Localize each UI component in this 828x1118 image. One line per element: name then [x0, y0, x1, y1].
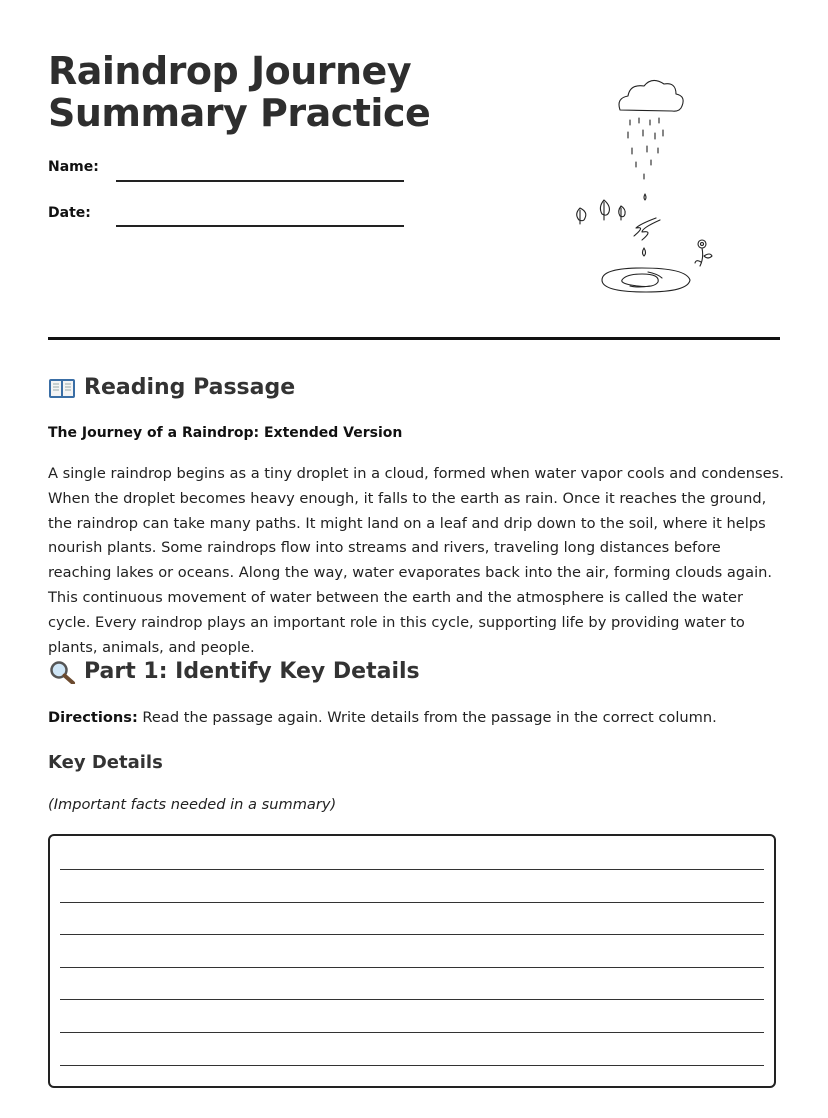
directions-label: Directions:: [48, 709, 138, 726]
header-divider: [48, 337, 780, 340]
water-cycle-illustration: [518, 58, 768, 318]
puddle-icon: [602, 268, 690, 292]
directions: [48, 709, 717, 726]
name-label: Name:: [48, 159, 99, 175]
answer-line[interactable]: [60, 1065, 764, 1066]
reading-passage-heading: [48, 375, 295, 400]
answer-line[interactable]: [60, 902, 764, 903]
passage-text: A single raindrop begins as a tiny droplet in a cloud, formed when water vapor cools and condenses. When the droplet becomes heavy enough, it falls to the earth as rain. Once it reaches the ground, the raindrop can take many paths. It might land on a leaf and drip down to the soil, where it helps nourish plants. Some raindrops flow into streams and rivers, traveling long distances before reaching lakes or oceans. Along the way, water evaporates back into the air, forming clouds again. This continuous movement of water between the earth and the atmosphere is called the water cycle. Every raindrop plays an important role in this cycle, supporting life by providing water to plants, animals, and people.: [48, 465, 784, 656]
part1-heading-text: Part 1: Identify Key Details: [84, 659, 420, 684]
answer-line[interactable]: [60, 967, 764, 968]
date-field[interactable]: [116, 225, 404, 227]
trees-icon: [577, 200, 625, 224]
title-line-2: Summary Practice: [48, 91, 431, 135]
cloud-icon: [619, 80, 683, 111]
passage-title: The Journey of a Raindrop: Extended Version: [48, 425, 403, 441]
directions-text: Read the passage again. Write details from the passage in the correct column.: [137, 709, 717, 726]
key-details-heading: Key Details: [48, 752, 163, 773]
reading-passage-heading-text: Reading Passage: [84, 375, 296, 400]
worksheet-title: [48, 50, 430, 134]
magnifying-glass-icon: [48, 660, 76, 684]
name-field[interactable]: [116, 180, 404, 182]
answer-line[interactable]: [60, 1032, 764, 1033]
key-details-note: (Important facts needed in a summary): [48, 796, 337, 813]
answer-line[interactable]: [60, 934, 764, 935]
flower-icon: [695, 240, 712, 266]
stream-icon: [634, 218, 660, 240]
open-book-icon: [48, 376, 76, 400]
answer-line[interactable]: [60, 869, 764, 870]
raindrops-icon: [628, 118, 663, 200]
key-details-answer-box[interactable]: [48, 834, 776, 1088]
answer-line[interactable]: [60, 999, 764, 1000]
part1-heading: [48, 659, 420, 684]
date-label: Date:: [48, 205, 91, 221]
title-line-1: Raindrop Journey: [48, 49, 412, 93]
